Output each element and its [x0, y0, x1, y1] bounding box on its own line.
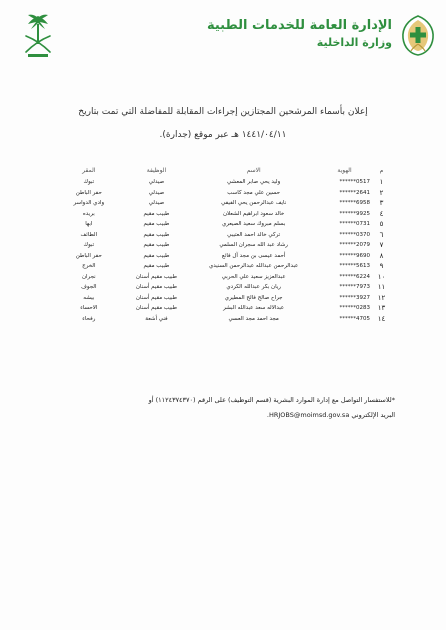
row-id: ******0731: [339, 221, 370, 228]
row-city: بيشه: [83, 294, 95, 301]
row-number: ٣: [379, 199, 384, 208]
row-name: وليد يحي صابر المعشي: [227, 179, 281, 186]
row-city: حفر الباطن: [75, 252, 102, 259]
row-number: ١٣: [377, 304, 386, 313]
table-row: [55, 293, 391, 304]
candidates-table: [55, 166, 391, 324]
row-job: طبيب مقيم: [143, 252, 170, 259]
row-job: طبيب مقيم: [143, 210, 170, 217]
row-id: ******0370: [339, 231, 370, 238]
row-name: عبدالعزيز سعيد علي الحربي: [221, 273, 286, 280]
row-id: ******6958: [339, 200, 370, 207]
table-row: [55, 219, 391, 230]
table-row: [55, 261, 391, 272]
column-header-job: الوظيفة: [146, 166, 167, 174]
row-city: رفحاء: [82, 315, 96, 322]
medical-services-logo-icon: [400, 14, 436, 56]
row-job: طبيب مقيم: [143, 263, 170, 270]
row-job: طبيب مقيم أسنان: [135, 294, 178, 301]
row-name: بسلم مبروك سعيد الصيعري: [221, 221, 286, 228]
row-id: ******4705: [339, 315, 370, 322]
row-name: رشاد عبد الله سجران السلمي: [219, 242, 288, 249]
row-city: بريده: [82, 210, 95, 217]
table-row: [55, 209, 391, 220]
row-city: الاحساء: [80, 305, 98, 312]
row-name: ريان بكر عبدالله الكردي: [226, 284, 281, 291]
column-header-city: المقر: [82, 166, 96, 174]
table-row: [55, 188, 391, 199]
row-job: طبيب مقيم أسنان: [135, 305, 178, 312]
table-row: [55, 303, 391, 314]
row-city: الخرج: [82, 263, 96, 270]
row-number: ١٠: [377, 272, 386, 281]
row-job: صيدلي: [148, 200, 165, 207]
contact-note-line-1: *للاستفسار التواصل مع إدارة الموارد البشرية (قسم التوظيف) على الرقم (١١٢٤٣٧٤٣٧٠) أو: [148, 396, 395, 404]
table-row: [55, 230, 391, 241]
row-number: ١: [379, 178, 384, 187]
row-city: تبوك: [83, 179, 95, 186]
row-job: طبيب مقيم: [143, 221, 170, 228]
row-job: طبيب مقيم: [143, 242, 170, 249]
row-name: عبدالاله سعد عبدالله البشر: [223, 305, 285, 312]
row-id: ******6224: [339, 273, 370, 280]
row-id: ******2079: [339, 242, 370, 249]
row-name: مجد احمد مجد العسي: [228, 315, 279, 322]
contact-note: [60, 393, 395, 423]
column-header-id: الهوية: [337, 166, 352, 174]
table-row: [55, 177, 391, 188]
row-id: ******3927: [339, 294, 370, 301]
row-number: ١٢: [377, 293, 386, 302]
row-number: ٤: [379, 209, 384, 218]
row-name: خالد سعود ابراهيم الشعلان: [222, 210, 285, 217]
column-header-number: م: [379, 166, 384, 174]
row-job: طبيب مقيم أسنان: [135, 284, 178, 291]
palm-swords-emblem-icon: [20, 12, 56, 60]
row-id: ******5613: [339, 263, 370, 270]
table-header-row: [55, 166, 391, 177]
row-number: ١٤: [377, 314, 386, 323]
row-number: ٨: [379, 251, 384, 260]
table-body: [55, 177, 391, 324]
row-id: ******9925: [339, 210, 370, 217]
row-number: ٢: [379, 188, 384, 197]
table-row: [55, 198, 391, 209]
row-number: ٦: [379, 230, 384, 239]
row-city: ابها: [85, 221, 93, 228]
row-job: فني أشعة: [145, 315, 168, 322]
row-id: ******7973: [339, 284, 370, 291]
header-titles: [206, 18, 392, 50]
row-city: الجوف: [81, 284, 97, 291]
row-id: ******0517: [339, 179, 370, 186]
announcement-date: ١٤٤١/٠٤/١١ هـ عبر موقع (جدارة).: [159, 130, 287, 140]
row-number: ١١: [377, 283, 386, 292]
column-header-name: الاسم: [246, 166, 261, 174]
row-city: الطائف: [80, 231, 98, 238]
row-city: تبوك: [83, 242, 95, 249]
table-row: [55, 282, 391, 293]
row-name: نايف عبدالرحمن يحي الفيفي: [221, 200, 287, 207]
row-job: طبيب مقيم: [143, 231, 170, 238]
row-name: حسين علي مجد كاسب: [227, 189, 281, 196]
ministry-title: وزارة الداخلية: [316, 36, 392, 49]
row-number: ٩: [379, 262, 384, 271]
table-row: [55, 251, 391, 262]
table-row: [55, 272, 391, 283]
contact-note-line-2: البريد الإلكتروني HRJOBS@moimsd.gov.sa.: [266, 411, 395, 419]
table-row: [55, 240, 391, 251]
directorate-title: الإدارة العامة للخدمات الطبية: [206, 18, 392, 33]
row-id: ******0283: [339, 305, 370, 312]
row-city: وادي الدواسر: [73, 200, 105, 207]
announcement-heading: إعلان بأسماء المرشحين المجتازين إجراءات المقابلة للمفاضلة التي تمت بتاريخ: [78, 107, 368, 117]
row-job: طبيب مقيم أسنان: [135, 273, 178, 280]
row-number: ٧: [379, 241, 384, 250]
row-job: صيدلي: [148, 189, 165, 196]
table-row: [55, 314, 391, 325]
row-name: عبدالرحمن عبدالله عبدالرحمن السنيدي: [208, 263, 299, 270]
row-number: ٥: [379, 220, 384, 229]
row-id: ******9690: [339, 252, 370, 259]
row-name: أحمد عيسى بن مجد آل فائع: [221, 252, 286, 259]
row-city: حفر الباطن: [75, 189, 102, 196]
row-name: تركي خالد احمد العتيبي: [227, 231, 281, 238]
row-id: ******2641: [339, 189, 370, 196]
row-name: جراح صالح فالح المطيري: [224, 294, 283, 301]
row-job: صيدلي: [148, 179, 165, 186]
row-city: نجران: [81, 273, 96, 280]
